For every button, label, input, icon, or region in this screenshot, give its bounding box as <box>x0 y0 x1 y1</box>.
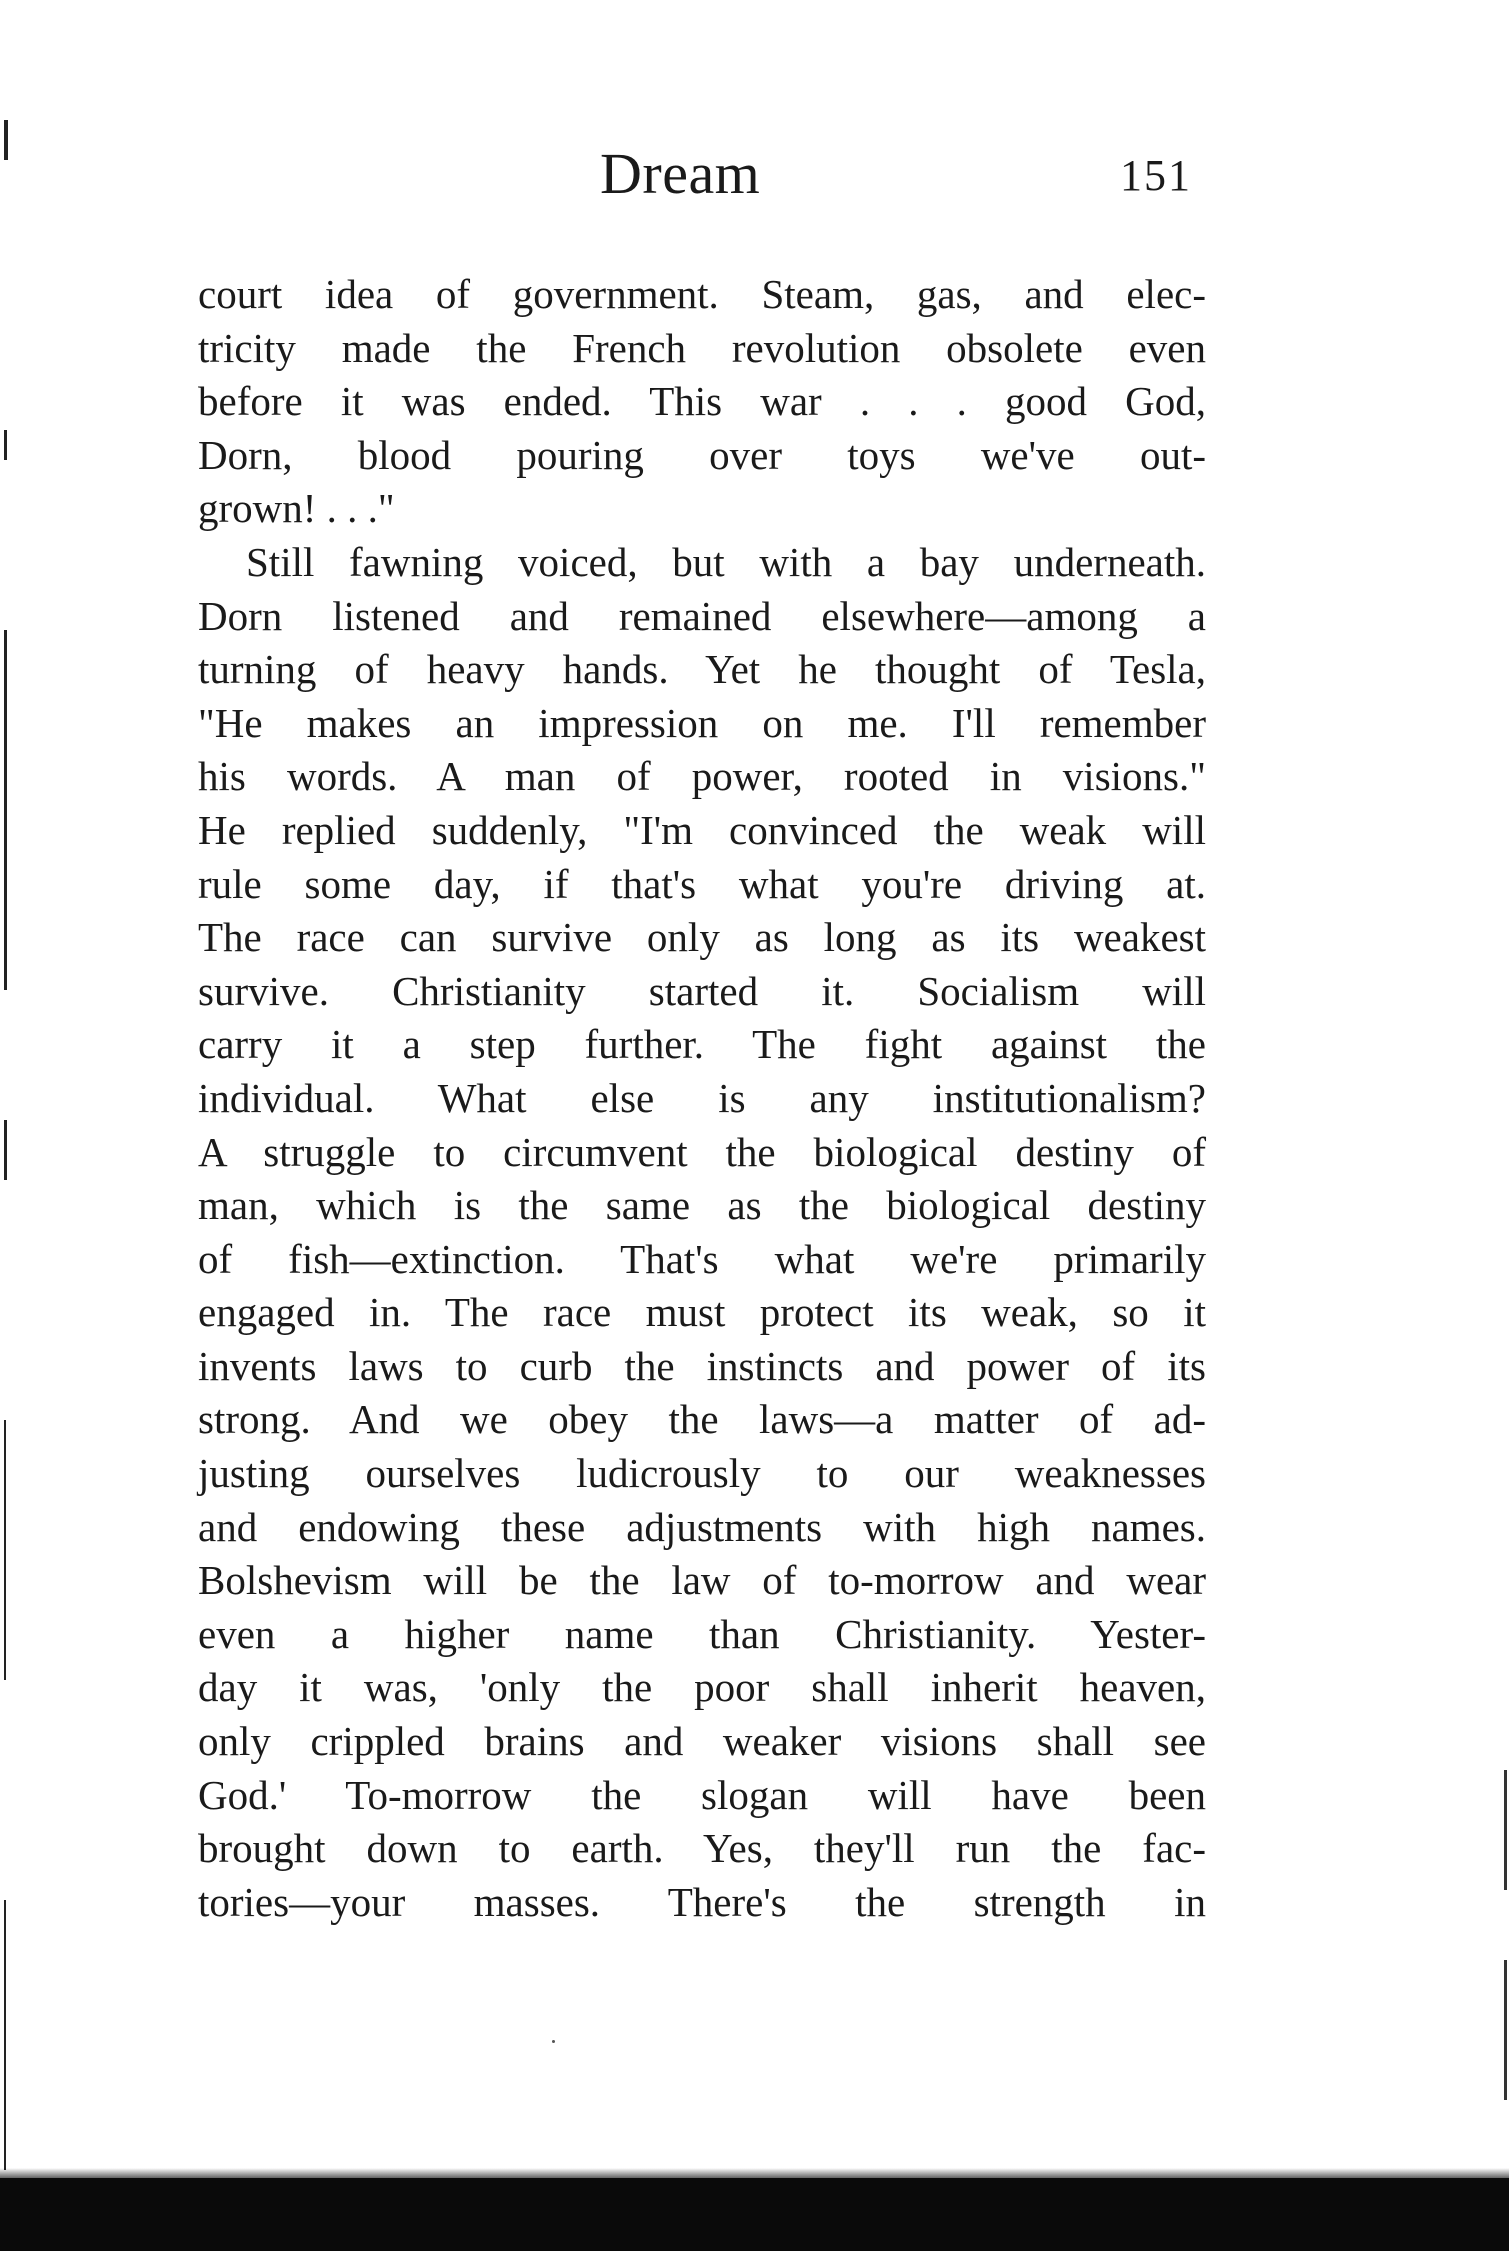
text-line: God.' To-morrow the slogan will have been <box>198 1771 1206 1818</box>
text-line: and endowing these adjustments with high names. <box>198 1503 1206 1550</box>
scan-artifact <box>4 1900 6 2170</box>
text-line: rule some day, if that's what you're driving at. <box>198 860 1206 907</box>
text-line: before it was ended. This war . . . good God, <box>198 378 1206 425</box>
text-line: his words. A man of power, rooted in visions." <box>198 753 1206 800</box>
text-line: "He makes an impression on me. I'll remember <box>198 699 1206 746</box>
scan-artifact <box>1504 1960 1507 2100</box>
text-line: turning of heavy hands. Yet he thought of Tesla, <box>198 646 1206 693</box>
text-line: Dorn, blood pouring over toys we've out- <box>198 431 1206 478</box>
text-line: court idea of government. Steam, gas, and elec- <box>198 271 1206 317</box>
scan-artifact <box>4 430 7 460</box>
text-line: The race can survive only as long as its weakest <box>198 914 1206 961</box>
text-line: engaged in. The race must protect its weak, so it <box>198 1289 1206 1336</box>
text-line: brought down to earth. Yes, they'll run the fac- <box>198 1825 1206 1872</box>
text-line: even a higher name than Christianity. Yester- <box>198 1610 1206 1657</box>
text-line: tricity made the French revolution obsolete even <box>198 324 1206 371</box>
text-line: A struggle to circumvent the biological destiny of <box>198 1128 1206 1175</box>
text-line: He replied suddenly, "I'm convinced the weak will <box>198 806 1206 853</box>
text-line: grown! . . ." <box>198 485 395 532</box>
scan-artifact <box>4 1420 6 1680</box>
running-title: Dream <box>600 141 761 206</box>
text-line: Bolshevism will be the law of to-morrow and wear <box>198 1557 1206 1604</box>
text-line: invents laws to curb the instincts and power of its <box>198 1342 1206 1389</box>
scan-artifact <box>4 630 7 990</box>
scan-artifact <box>4 1120 7 1180</box>
body-text <box>198 268 1206 1929</box>
text-line: justing ourselves ludicrously to our weaknesses <box>198 1450 1206 1497</box>
text-line: tories—your masses. There's the strength in <box>198 1878 1206 1925</box>
text-line: man, which is the same as the biological destiny <box>198 1182 1206 1229</box>
text-line: only crippled brains and weaker visions shall see <box>198 1718 1206 1765</box>
paragraph-first-line: Still fawning voiced, but with a bay underneath. <box>246 538 1206 585</box>
right-scan-edge <box>1503 1760 1509 2140</box>
scan-bottom-band <box>0 2178 1509 2251</box>
text-line: survive. Christianity started it. Socialism will <box>198 967 1206 1014</box>
scan-artifact <box>1504 1770 1507 1890</box>
text-line: of fish—extinction. That's what we're primarily <box>198 1235 1206 1282</box>
text-line: strong. And we obey the laws—a matter of ad- <box>198 1396 1206 1443</box>
scan-speck <box>552 2040 555 2043</box>
left-scan-edge <box>0 0 14 2251</box>
text-line: Dorn listened and remained elsewhere—among a <box>198 592 1206 639</box>
text-line: individual. What else is any institutionalism? <box>198 1074 1206 1121</box>
text-line: day it was, 'only the poor shall inherit heaven, <box>198 1664 1206 1711</box>
running-head <box>0 140 1509 220</box>
page-number: 151 <box>1120 151 1192 200</box>
text-line: carry it a step further. The fight against the <box>198 1021 1206 1068</box>
